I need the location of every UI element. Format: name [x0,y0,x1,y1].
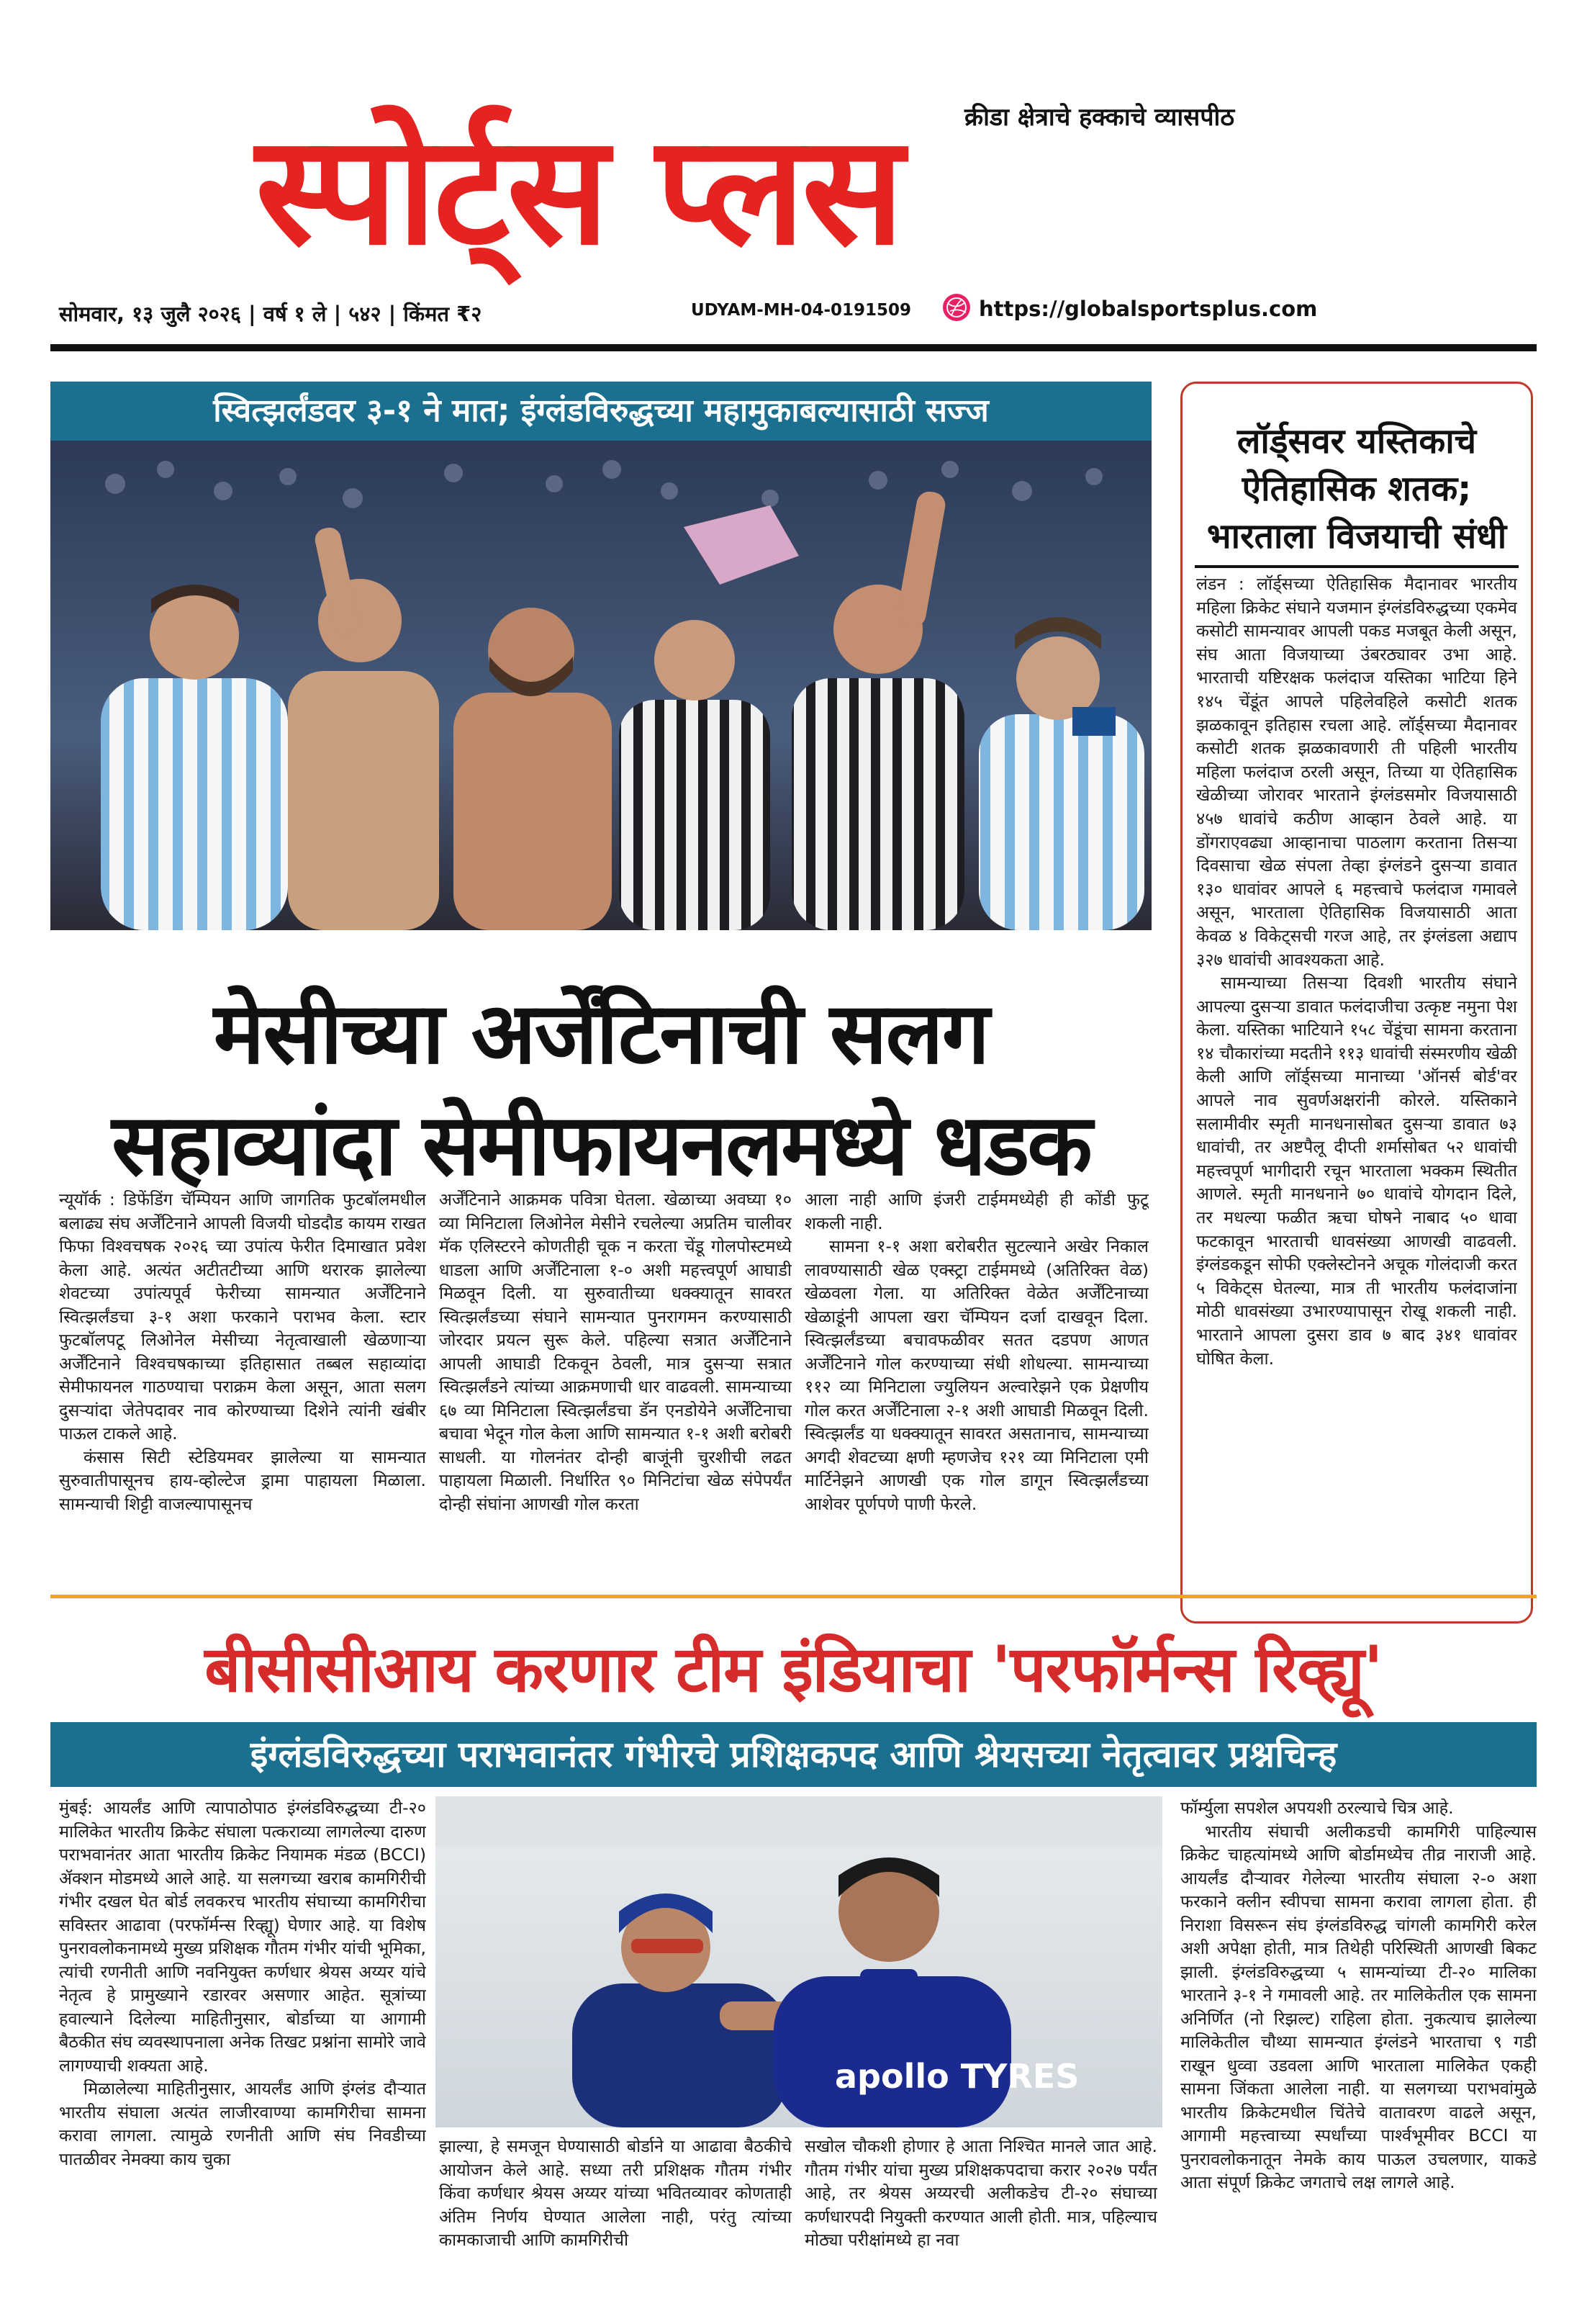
dribbble-globe-icon [943,294,970,321]
story2-subheadline: इंग्लंडविरुद्धच्या पराभवानंतर गंभीरचे प्रशिक्षकपद आणि श्रेयसच्या नेतृत्वावर प्रश्नचिन्ह [50,1722,1537,1787]
website-link[interactable]: https://globalsportsplus.com [979,297,1318,321]
masthead-title: स्पोर्ट्स प्लस [256,102,902,279]
paragraph: मुंबई: आयर्लंड आणि त्यापाठोपाठ इंग्लंडविरुद्धच्या टी-२० मालिकेत भारतीय क्रिकेट संघाला पत्कराव्या लागलेल्या दारुण पराभवानंतर आता भारतीय क्रिकेट नियामक मंडळ (BCCI) ॲक्शन मोडमध्ये आले आहे. या सलगच्या खराब कामगिरीची गंभीर दखल घेत बोर्ड लवकरच भारतीय संघाच्या कामगिरीचा सविस्तर आढावा (परफॉर्मन्स रिव्ह्यू) घेणार आहे. या विशेष पुनरावलोकनामध्ये मुख्य प्रशिक्षक गौतम गंभीर यांची भूमिका, त्यांची रणनीती आणि नवनियुक्त कर्णधार श्रेयस अय्यर यांचे नेतृत्व हे प्रामुख्याने रडारवर असणार आहेत. सूत्रांच्या हवाल्याने दिलेल्या माहितीनुसार, बोर्डाच्या या आगामी बैठकीत संघ व्यवस्थापनाला अनेक तिखट प्रश्नांना सामोरे जावे लागण्याची शक्यता आहे. [59,1798,426,2076]
paragraph: सामन्याच्या तिसऱ्या दिवशी भारतीय संघाने आपल्या दुसऱ्या डावात फलंदाजीचा उत्कृष्ट नमुना पेश केला. यस्तिका भाटियाने १५८ चेंडूंचा सामना करताना १४ चौकारांच्या मदतीने ११३ धावांची संस्मरणीय खेळी केली आणि लॉर्ड्सच्या मानाच्या 'ऑनर्स बोर्ड'वर आपले नाव सुवर्णअक्षरांनी कोरले. यस्तिकाने सलामीवीर स्मृती मानधनासोबत दुसऱ्या डावात ७३ धावांची, तर अष्टपैलू दीप्ती शर्मासोबत ५२ धावांची महत्त्वपूर्ण भागीदारी रचून भारताला भक्कम स्थितीत आणले. स्मृती मानधनाने ७० धावांचे योगदान दिले, तर मधल्या फळीत ऋचा घोषने नाबाद ५० धावा फटकावून भारताची धावसंख्या आणखी वाढवली. इंग्लंडकडून सोफी एक्लेस्टोनने अचूक गोलंदाजी करत ५ विकेट्स घेतल्या, मात्र ती भारतीय फलंदाजांना मोठी धावसंख्या उभारण्यापासून रोखू शकली नाही. भारताने आपला दुसरा डाव ७ बाद ३४१ धावांवर घोषित केला. [1196,973,1517,1369]
story2-headline: बीसीसीआय करणार टीम इंडियाचा 'परफॉर्मन्स रिव्ह्यू' [204,1632,1383,1706]
story2-column-4 [1180,1796,1537,2304]
masthead-tagline: क्रीडा क्षेत्राचे हक्काचे व्यासपीठ [964,103,1235,132]
story2-column-3 [805,2135,1157,2304]
paragraph: न्यूयॉर्क : डिफेंडिंग चॅम्पियन आणि जागतिक फुटबॉलमधील बलाढ्य संघ अर्जेंटिनाने आपली विजयी घोडदौड कायम राखत फिफा विश्वचषक २०२६ च्या उपांत्य फेरीत दिमाखात प्रवेश केला आहे. अत्यंत अटीतटीच्या आणि थरारक झालेल्या शेवटच्या उपांत्यपूर्व फेरीच्या सामन्यात अर्जेंटिनाने स्वित्झर्लंडचा ३-१ अशा फरकाने पराभव केला. स्टार फुटबॉलपटू लिओनेल मेसीच्या नेतृत्वाखाली खेळणाऱ्या अर्जेंटिनाने विश्वचषकाच्या इतिहासात तब्बल सहाव्यांदा सेमीफायनल गाठण्याचा पराक्रम केला असून, आता सलग दुसऱ्यांदा जेतेपदावर नाव कोरण्याच्या दिशेने त्यांनी खंबीर पाऊल टाकले आहे. [59,1189,426,1444]
registration-number: UDYAM-MH-04-0191509 [691,301,912,320]
lead-story-column-2 [439,1188,792,1616]
lead-story-column-1 [59,1188,426,1616]
paragraph: अर्जेंटिनाने आक्रमक पवित्रा घेतला. खेळाच्या अवघ्या १० व्या मिनिटाला लिओनेल मेसीने रचलेल्या अप्रतिम चालीवर मॅक एलिस्टरने कोणतीही चूक न करता चेंडू गोलपोस्टमध्ये धाडला आणि अर्जेंटिनाला १-० अशी महत्त्वपूर्ण आघाडी मिळवून दिली. या सुरुवातीच्या धक्क्यातून सावरत स्वित्झर्लंडच्या संघाने सामन्यात पुनरागमन करण्यासाठी जोरदार प्रयत्न सुरू केले. पहिल्या सत्रात अर्जेंटिनाने आपली आघाडी टिकवून ठेवली, मात्र दुसऱ्या सत्रात स्वित्झर्लंडने त्यांच्या आक्रमणाची धार वाढवली. सामन्याच्या ६७ व्या मिनिटाला स्वित्झर्लंडचा डॅन एनडोयेने अर्जेंटिनाचा बचावा भेदून गोल केला आणि सामन्यात १-१ अशी बरोबरी साधली. या गोलनंतर दोन्ही बाजूंनी चुरशीची लढत पाहायला मिळाली. निर्धारित ९० मिनिटांचा खेळ संपेपर्यंत दोन्ही संघांना आणखी गोल करता [439,1189,792,1514]
paragraph: भारतीय संघाची अलीकडची कामगिरी पाहिल्यास क्रिकेट चाहत्यांमध्ये आणि बोर्डामध्येच तीव्र नाराजी आहे. आयर्लंड दौऱ्यावर गेलेल्या भारतीय संघाला २-० अशा फरकाने क्लीन स्वीपचा सामना करावा लागला होता. ही निराशा विसरून संघ इंग्लंडविरुद्ध चांगली कामगिरी करेल अशी अपेक्षा होती, मात्र तिथेही परिस्थिती आणखी बिकट झाली. इंग्लंडविरुद्धच्या ५ सामन्यांच्या टी-२० मालिका भारताने ३-१ ने गमावली आहे. तर मालिकेतील एक सामना अनिर्णित (नो रिझल्ट) राहिला होता. नुकत्याच झालेल्या मालिकेतील चौथ्या सामन्यात इंग्लंडने भारताचा ९ गडी राखून धुव्वा उडवला आणि भारताला मालिकेत एकही सामना जिंकता आलेला नाही. या सलगच्या पराभवांमुळे भारतीय क्रिकेटमधील चिंतेचे वातावरण वाढले असून, आगामी महत्त्वाच्या स्पर्धांच्या पार्श्वभूमीवर BCCI या पुनरावलोकनातून नेमके काय पाऊल उचलणार, याकडे आता संपूर्ण क्रिकेट जगताचे लक्ष लागले आहे. [1180,1821,1537,2192]
paragraph: लंडन : लॉर्ड्सच्या ऐतिहासिक मैदानावर भारतीय महिला क्रिकेट संघाने यजमान इंग्लंडविरुद्धच्या एकमेव कसोटी सामन्यावर आपली पकड मजबूत केली असून, संघ आता विजयाच्या उंबरठ्यावर उभा आहे. भारताची यष्टिरक्षक फलंदाज यस्तिका भाटिया हिने १४५ चेंडूंत आपले पहिलेवहिले कसोटी शतक झळकावून इतिहास रचला आहे. लॉर्ड्सच्या मैदानावर कसोटी शतक झळकावणारी ती पहिली भारतीय महिला फलंदाज ठरली असून, तिच्या या ऐतिहासिक खेळीच्या जोरावर भारताने इंग्लंडसमोर विजयासाठी ४५७ धावांचे कठीण आव्हान ठेवले आहे. या डोंगराएवढ्या आव्हानाचा पाठलाग करताना तिसऱ्या दिवसाचा खेळ संपला तेव्हा इंग्लंडने दुसऱ्या डावात १३० धावांवर आपले ६ महत्त्वाचे फलंदाज गमावले असून, भारताला ऐतिहासिक विजयासाठी आता केवळ ४ विकेट्सची गरज आहे, तर इंग्लंडला अद्याप ३२७ धावांची आवश्यकता आहे. [1196,574,1517,970]
sidebar-divider [1195,565,1519,568]
paragraph: कंसास सिटी स्टेडियमवर झालेल्या या सामन्यात सुरुवातीपासूनच हाय-व्होल्टेज ड्रामा पाहायला मिळाला. सामन्याची शिट्टी वाजल्यापासूनच [59,1446,426,1514]
story2-column-1 [59,1796,426,2304]
lead-story-bar-title: स्वित्झर्लंडवर ३-१ ने मात; इंग्लंडविरुद्धच्या महामुकाबल्यासाठी सज्ज [50,382,1152,441]
paragraph: आला नाही आणि इंजरी टाईममध्येही ही कोंडी फुटू शकली नाही. [805,1189,1149,1233]
section-divider [50,1595,1537,1598]
lead-story-column-3 [805,1188,1149,1616]
masthead-divider [50,344,1537,351]
sidebar-body [1196,572,1517,1609]
argentina-celebration-photo [50,441,1152,930]
paragraph: मिळालेल्या माहितीनुसार, आयर्लंड आणि इंग्लंड दौऱ्यात भारतीय संघाला अत्यंत लाजीरवाण्या कामगिरीचा सामना करावा लागला. त्यामुळे रणनीती आणि संघ निवडीच्या पातळीवर नेमक्या काय चुका [59,2078,426,2169]
paragraph: सामना १-१ अशा बरोबरीत सुटल्याने अखेर निकाल लावण्यासाठी खेळ एक्स्ट्रा टाईममध्ये (अतिरिक्त वेळ) खेळवला गेला. या अतिरिक्त वेळेत अर्जेंटिनाच्या खेळाडूंनी आपला खरा चॅम्पियन दर्जा दाखवून दिला. स्वित्झर्लंडच्या बचावफळीवर सतत दडपण आणत अर्जेंटिनाने गोल करण्याच्या संधी शोधल्या. सामन्याच्या ११२ व्या मिनिटाला ज्युलियन अल्वारेझने एक प्रेक्षणीय गोल करत अर्जेंटिनाला २-१ अशी आघाडी मिळवून दिली. स्वित्झर्लंड या धक्क्यातून सावरत असतानाच, सामन्याच्या अगदी शेवटच्या क्षणी म्हणजेच १२१ व्या मिनिटाला एमी मार्टिनेझने आणखी एक गोल डागून स्वित्झर्लंडच्या आशेवर पूर्णपणे पाणी फेरले. [805,1236,1149,1514]
sidebar-headline: लॉर्ड्सवर यस्तिकाचे ऐतिहासिक शतक; भारताला विजयाची संधी [1206,421,1507,557]
lead-headline-line2: सहाव्यांदा सेमीफायनलमध्ये धडक [112,1095,1090,1194]
paragraph: झाल्या, हे समजून घेण्यासाठी बोर्डाने या आढावा बैठकीचे आयोजन केले आहे. सध्या तरी प्रशिक्षक गौतम गंभीर किंवा कर्णधार श्रेयस अय्यर यांच्या भवितव्यावर कोणताही अंतिम निर्णय घेण्यात आलेला नाही, परंतु त्यांच्या कामकाजाची आणि कामगिरीची [439,2136,792,2250]
gambhir-iyer-photo [435,1796,1162,2127]
paragraph: फॉर्म्युला सपशेल अपयशी ठरल्याचे चित्र आहे. [1180,1798,1454,1818]
shirt-sponsor-text: apollo TYRES [835,2057,1080,2096]
paragraph: सखोल चौकशी होणार हे आता निश्चित मानले जात आहे. गौतम गंभीर यांचा मुख्य प्रशिक्षकपदाचा करार २०२७ पर्यंत आहे, तर श्रेयस अय्यरची अलीकडेच टी-२० संघाच्या कर्णधारपदी नियुक्ती करण्यात आली होती. मात्र, पहिल्याच मोठ्या परीक्षांमध्ये हा नवा [805,2136,1157,2250]
story2-column-2 [439,2135,792,2304]
dateline: सोमवार, १३ जुलै २०२६ | वर्ष १ ले | ५४२ | किंमत ₹२ [59,302,482,326]
lead-headline-line1: मेसीच्या अर्जेंटिनाची सलग [213,983,989,1083]
